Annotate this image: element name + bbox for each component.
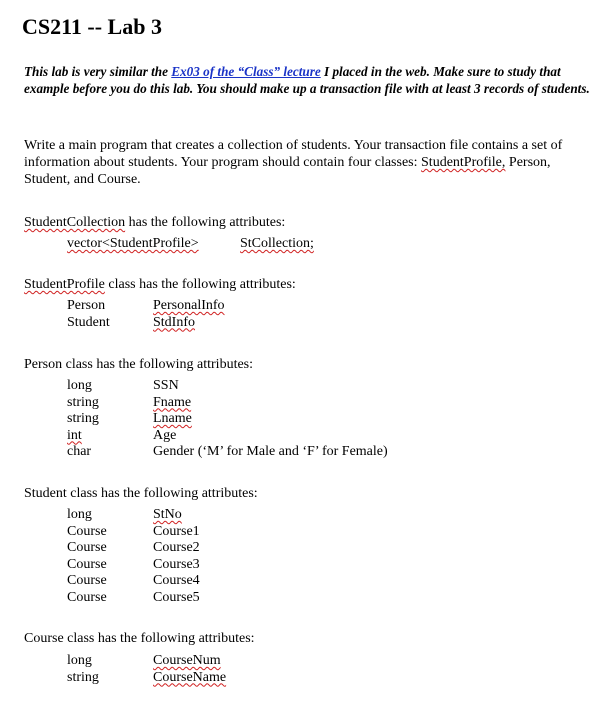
attr-name: Course3 <box>153 556 200 572</box>
intro-paragraph <box>24 137 594 188</box>
attr-type: vector<StudentProfile> <box>67 236 199 251</box>
intro-studentprofile: StudentProfile, <box>421 155 506 170</box>
attr-type: string <box>67 669 99 685</box>
attr-type: int <box>67 427 82 443</box>
attr-type: long <box>67 378 92 393</box>
attr-type: Course <box>67 589 107 605</box>
studentprofile-heading-rest: class has the following attributes: <box>104 277 296 292</box>
lecture-link[interactable]: Ex03 of the “Class” lecture <box>171 64 321 79</box>
attr-type: long <box>67 507 92 522</box>
person-heading: Person class has the following attributes: <box>24 357 254 372</box>
studentcollection-heading-rest: has the following attributes: <box>125 215 286 230</box>
attr-type: Course <box>67 540 107 555</box>
attr-name: StCollection; <box>240 236 314 251</box>
attr-type: Person <box>67 298 106 313</box>
attr-type: long <box>67 653 92 668</box>
attr-type: string <box>67 411 99 426</box>
attr-name: Course2 <box>153 540 200 555</box>
page-title: CS211 -- Lab 3 <box>22 14 162 39</box>
note-text-end: I placed in the web. Make sure to study that example before you do this lab. You should make up a transaction file with at least 3 records of students. <box>24 64 590 96</box>
attr-type: string <box>67 394 99 410</box>
attr-name: Course4 <box>153 573 200 588</box>
course-heading: Course class has the following attributes: <box>24 631 255 646</box>
studentprofile-class-name: StudentProfile <box>24 277 105 292</box>
lab-note <box>24 64 594 97</box>
attr-name: Course5 <box>153 589 200 605</box>
attr-name: CourseNum <box>153 653 221 668</box>
attr-name: Gender (‘M’ for Male and ‘F’ for Female) <box>153 444 388 459</box>
attr-type: Student <box>67 314 110 330</box>
attr-type: Course <box>67 573 107 588</box>
student-heading: Student class has the following attributes: <box>24 486 258 501</box>
intro-text-end: Person, Student, and Course. <box>24 155 551 187</box>
studentcollection-attribute <box>67 235 314 252</box>
studentcollection-heading <box>24 214 285 231</box>
attr-name: StNo <box>153 507 182 522</box>
attr-name: StdInfo <box>153 314 195 330</box>
attr-type: Course <box>67 556 107 572</box>
attr-name: Fname <box>153 394 192 410</box>
attr-name: Age <box>153 427 177 443</box>
attr-name: CourseName <box>153 669 227 685</box>
attr-name: PersonalInfo <box>153 298 225 313</box>
attr-type: char <box>67 444 92 459</box>
intro-text-start: Write a main program that creates a collection of students. Your transaction file contains a set of information about students. Your program should contain four classes: <box>24 138 563 170</box>
note-text-start: This lab is very similar the <box>24 64 172 79</box>
attr-name: Lname <box>153 411 192 426</box>
studentcollection-class-name: StudentCollection <box>24 215 126 230</box>
attr-name: SSN <box>153 378 179 393</box>
attr-name: Course1 <box>153 523 200 539</box>
studentprofile-heading <box>24 276 296 293</box>
attr-type: Course <box>67 523 107 539</box>
